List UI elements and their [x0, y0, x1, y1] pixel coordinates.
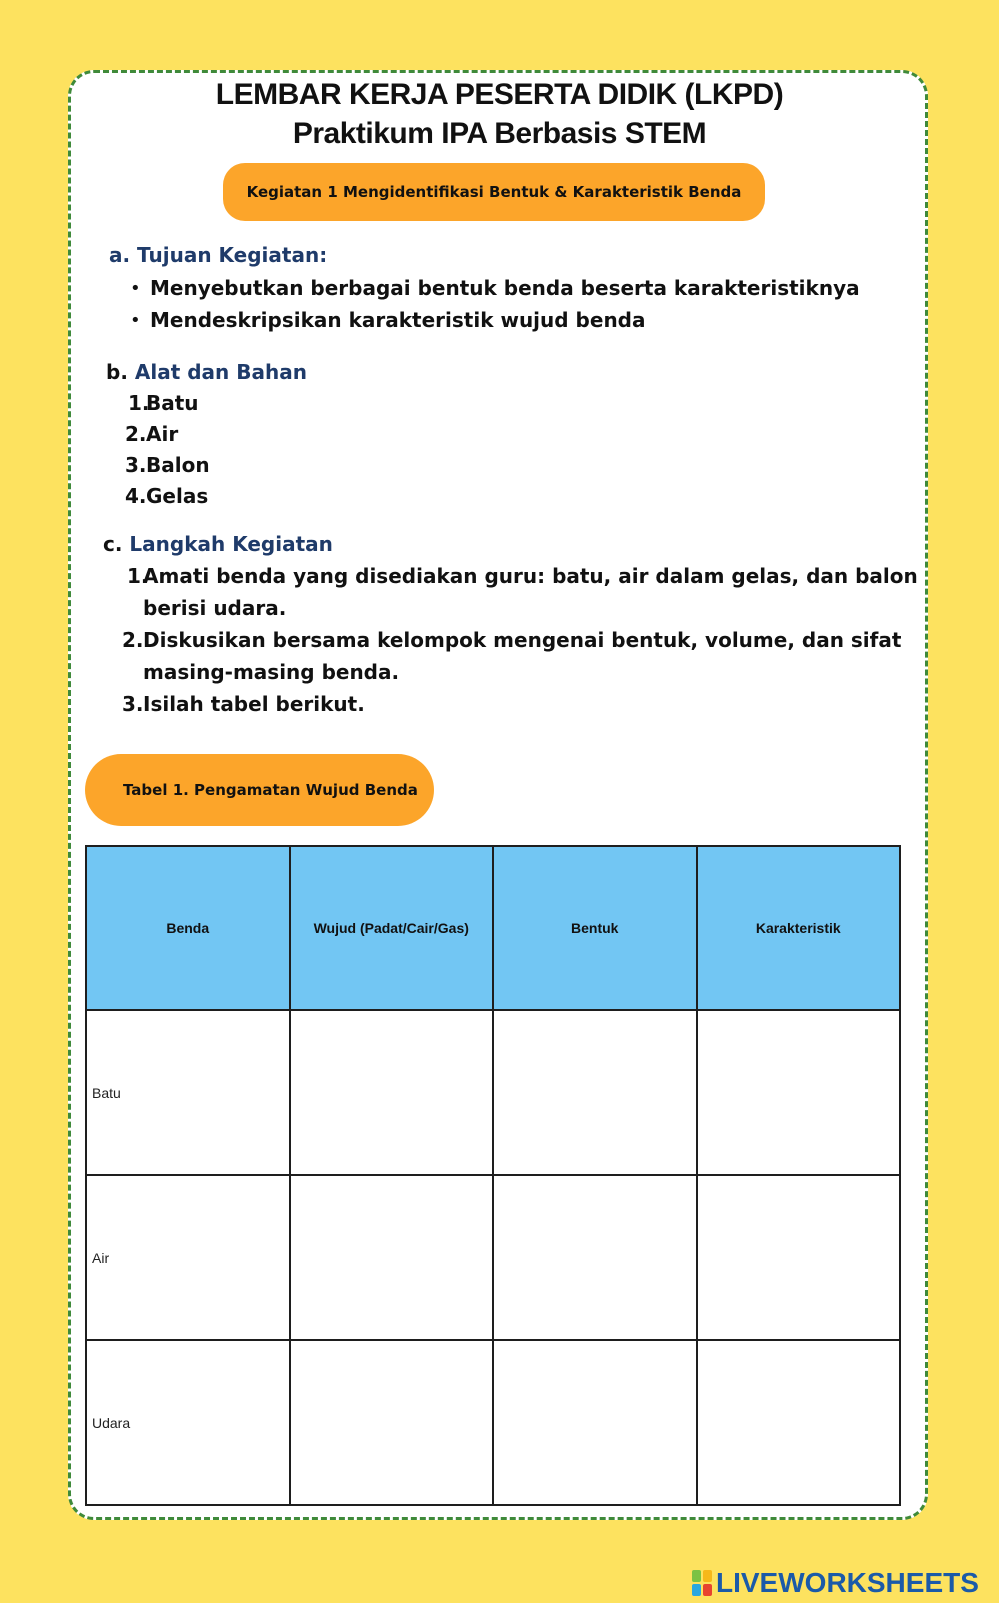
section-c-letter: c. [103, 532, 123, 556]
material-number: 3. [125, 453, 147, 477]
material-item: Balon [146, 453, 210, 477]
activity-label: Kegiatan 1 Mengidentifikasi Bentuk & Karakteristik Benda [246, 183, 742, 201]
step-number: 3. [122, 692, 144, 716]
activity-pill [223, 163, 765, 221]
answer-cell[interactable] [493, 1010, 697, 1175]
table-row [86, 1010, 900, 1175]
section-b-heading [106, 360, 307, 384]
material-number: 2. [125, 422, 147, 446]
page-subtitle: Praktikum IPA Berbasis STEM [292, 117, 707, 150]
row-label: Air [86, 1175, 290, 1340]
step-number: 1. [127, 564, 149, 588]
step-line: Isilah tabel berikut. [143, 692, 365, 716]
material-number: 1. [128, 391, 150, 415]
section-c-heading [103, 532, 333, 556]
col-header-benda: Benda [86, 846, 290, 1010]
answer-cell[interactable] [697, 1340, 901, 1505]
section-a-heading: a. Tujuan Kegiatan: [109, 243, 328, 267]
answer-cell[interactable] [697, 1010, 901, 1175]
page-title: LEMBAR KERJA PESERTA DIDIK (LKPD) [215, 78, 784, 111]
step-line: Diskusikan bersama kelompok mengenai bentuk, volume, dan sifat [143, 628, 902, 652]
objective-item: Menyebutkan berbagai bentuk benda beserta karakteristiknya [150, 276, 860, 300]
material-item: Air [146, 422, 179, 446]
table-caption-pill [85, 754, 434, 826]
logo-grid-icon [692, 1570, 712, 1596]
answer-cell[interactable] [290, 1175, 494, 1340]
logo-text: LIVEWORKSHEETS [716, 1567, 979, 1598]
step-number: 2. [122, 628, 144, 652]
row-label: Batu [86, 1010, 290, 1175]
answer-cell[interactable] [697, 1175, 901, 1340]
bullet-icon: • [130, 310, 141, 331]
col-header-bentuk: Bentuk [493, 846, 697, 1010]
observation-table [85, 845, 901, 1506]
table-row [86, 1175, 900, 1340]
bullet-icon: • [130, 278, 141, 299]
liveworksheets-logo[interactable] [692, 1568, 979, 1598]
table-caption: Tabel 1. Pengamatan Wujud Benda [123, 781, 418, 799]
section-b-title: Alat dan Bahan [134, 360, 307, 384]
step-line: Amati benda yang disediakan guru: batu, air dalam gelas, dan balon [143, 564, 918, 588]
col-header-karakteristik: Karakteristik [697, 846, 901, 1010]
table-row [86, 1340, 900, 1505]
step-line: masing-masing benda. [143, 660, 400, 684]
answer-cell[interactable] [290, 1340, 494, 1505]
step-line: berisi udara. [143, 596, 287, 620]
col-header-wujud: Wujud (Padat/Cair/Gas) [290, 846, 494, 1010]
material-item: Batu [146, 391, 199, 415]
answer-cell[interactable] [493, 1340, 697, 1505]
table-header-row [86, 846, 900, 1010]
answer-cell[interactable] [493, 1175, 697, 1340]
section-b-letter: b. [106, 360, 128, 384]
section-c-title: Langkah Kegiatan [129, 532, 333, 556]
row-label: Udara [86, 1340, 290, 1505]
objective-item: Mendeskripsikan karakteristik wujud benda [150, 308, 646, 332]
material-item: Gelas [146, 484, 209, 508]
material-number: 4. [125, 484, 147, 508]
answer-cell[interactable] [290, 1010, 494, 1175]
